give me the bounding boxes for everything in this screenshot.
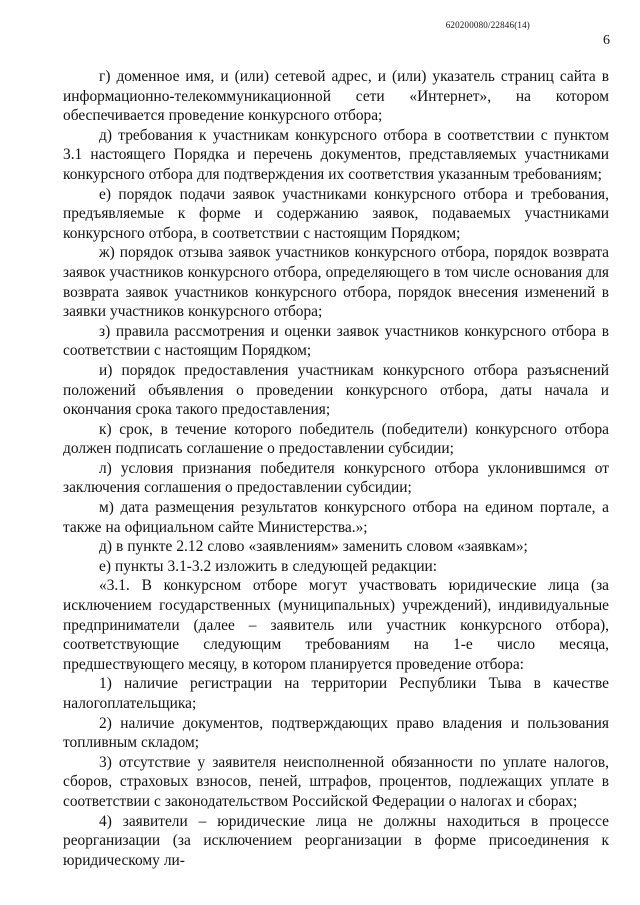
paragraph-item-k: к) срок, в течение которого победитель (победители) конкурсного отбора должен подписать соглашение о предоставлении субсидии;	[63, 420, 609, 458]
paragraph-item-g: г) доменное имя, и (или) сетевой адрес, и (или) указатель страниц сайта в информационно-телекоммуникационной сети «Интернет», на котором обеспечивается проведение конкурсного отбора;	[63, 68, 609, 125]
paragraph-item-zh: ж) порядок отзыва заявок участников конкурсного отбора, порядок возврата заявок участников конкурсного отбора, определяющего в том числе основания для возврата заявок участников конкурсного отбора, порядок внесения изменений в заявки участников конкурсного отбора;	[63, 244, 609, 321]
paragraph-requirement-4: 4) заявители – юридические лица не должны находиться в процессе реорганизации (за исключением реорганизации в форме присоединения к юридическому ли-	[63, 812, 609, 869]
paragraph-amendment-e: е) пункты 3.1-3.2 изложить в следующей редакции:	[99, 557, 438, 575]
paragraph-item-i: и) порядок предоставления участникам конкурсного отбора разъяснений положений объявления о проведении конкурсного отбора, даты начала и окончания срока такого предоставления;	[63, 361, 609, 419]
paragraph-item-m: м) дата размещения результатов конкурсного отбора на едином портале, а также на официальном сайте Министерства.»;	[63, 499, 609, 536]
paragraph-requirement-2: 2) наличие документов, подтверждающих право владения и пользования топливным складом;	[63, 714, 609, 752]
paragraph-requirement-1: 1) наличие регистрации на территории Республики Тыва в качестве налогоплательщика;	[63, 675, 609, 712]
paragraph-clause-3-1: «3.1. В конкурсном отборе могут участвовать юридические лица (за исключением государственных (муниципальных) учреждений), индивидуальные предприниматели (далее – заявитель или участник конкурсного отбора), соответствующие следующим требованиям на 1-е число месяца, предшествующего месяцу, в котором планируется проведение отбора:	[63, 577, 609, 673]
paragraph-amendment-d: д) в пункте 2.12 слово «заявлениям» заменить словом «заявкам»;	[99, 538, 528, 556]
paragraph-item-z: з) правила рассмотрения и оценки заявок участников конкурсного отбора в соответствии с настоящим Порядком;	[63, 322, 609, 360]
paragraph-item-e: е) порядок подачи заявок участниками конкурсного отбора и требования, предъявляемые к форме и содержанию заявок, подаваемых участниками конкурсного отбора, в соответствии с настоящим Порядком;	[63, 185, 609, 242]
page-number: 6	[603, 33, 610, 48]
paragraph-item-d: д) требования к участникам конкурсного отбора в соответствии с пунктом 3.1 настоящего Порядка и перечень документов, представляемых участниками конкурсного отбора для подтверждения их соответствия указанным требованиям;	[63, 126, 609, 183]
document-id: 620200080/22846(14)	[445, 20, 530, 30]
document-body	[63, 67, 609, 870]
paragraph-item-l: л) условия признания победителя конкурсного отбора уклонившимся от заключения соглашения о предоставлении субсидии;	[63, 459, 609, 497]
paragraph-requirement-3: 3) отсутствие у заявителя неисполненной обязанности по уплате налогов, сборов, страховых взносов, пеней, штрафов, процентов, подлежащих уплате в соответствии с законодательством Российской Федерации о налогах и сборах;	[63, 753, 609, 810]
